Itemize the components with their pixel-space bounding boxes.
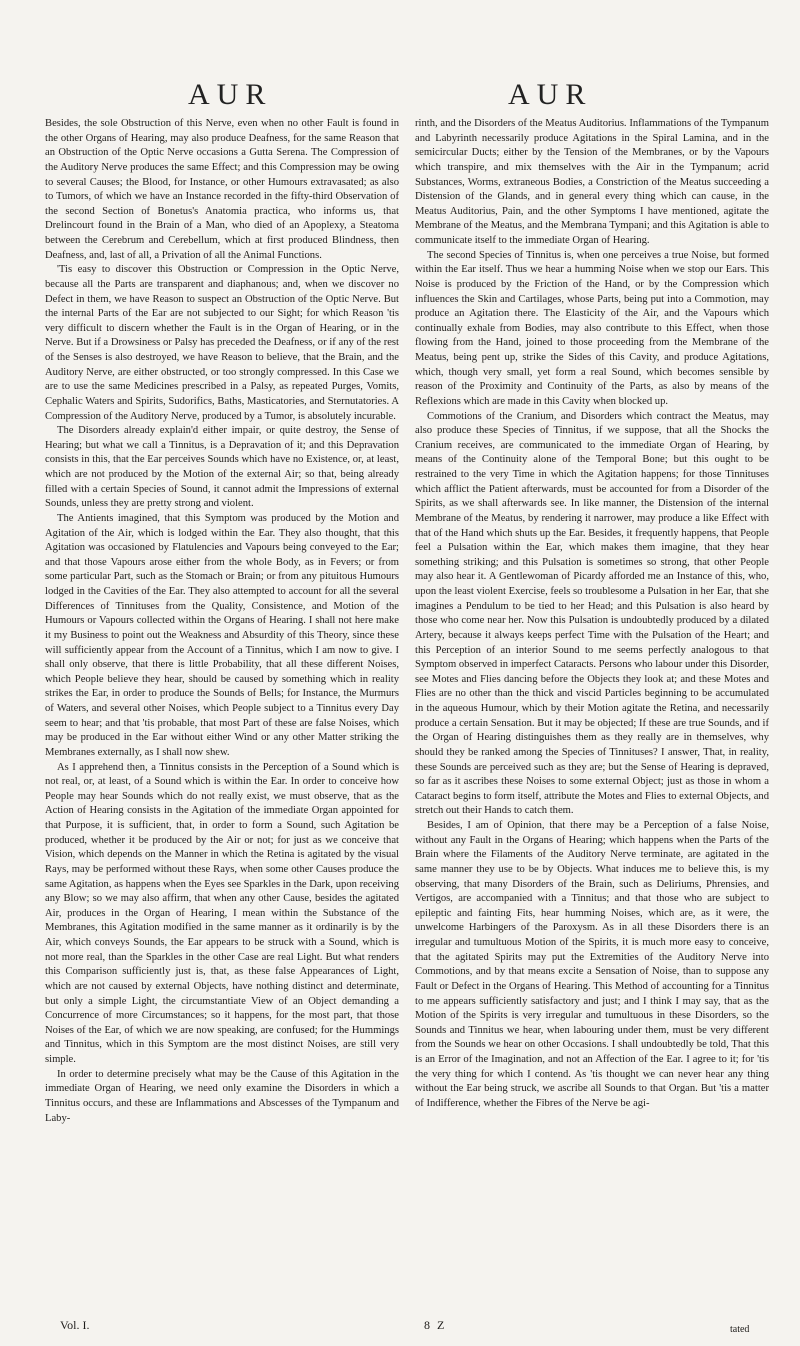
paragraph: The Antients imagined, that this Symptom was produced by the Motion and Agitation of the Air, which is lodged within the Ear. They also thought, that this Agitation was occasioned by Flatulencies and Vapours being conveyed to the Ear; and that those Vapours arose either from the whole Body, as in Fevers; or from some particular Part, such as the Stomach or Brain; or from any pituitous Humours lodged in the Cavities of the Ear. They also attempted to account for all the several Differences of Tinnituses from the Quality, Consistence, and Motion of the Humours or Vapours collected within the Organs of Hearing. I shall not here make it my Business to point out the Weakness and Absurdity of this Theory, since these will sufficiently appear from the Account of a Tinnitus, which I am now to give. I shall only observe, that there is little Probability, that all these different Noises, which People believe they hear, should be caused by something which in reality strikes the Ear, in order to produce the Sounds of Bells; for Instance, the Murmurs of Waters, and several other Noises, which People subject to a Tinnitus every Day seem to hear; and that 'tis probable, that most Part of these are false Noises, which may be produced in the Ear without either Wind or any other Matter striking the Membranes externally, as I shall now shew. <box>45 512 399 758</box>
signature-mark: 8 Z <box>424 1318 447 1332</box>
paragraph: Besides, I am of Opinion, that there may be a Perception of a false Noise, without any Fault in the Organs of Hearing; which happens when the Parts of the Brain where the Filaments of the Auditory Nerve terminate, are agitated in the same manner they use to be by Objects. What induces me to believe this, is my observing, that many Disorders of the Brain, such as Deliriums, Phrensies, and Vertigos, are accompanied with a Tinnitus; and that those who are subject to epileptic and fainting Fits, hear humming Noises, which are, as it were, the unwelcome Harbingers of the Paroxysm. As in all these Disorders there is an irregular and tumultuous Motion of the Spirits, it is much more easy to conceive, that the agitated Spirits may put the Extremities of the Auditory Nerve into Commotions, and by that means excite a Sensation of Noise, than to suppose any Fault or Defect in the Organs of Hearing. This Method of accounting for a Tinnitus to me appears sufficiently satisfactory and just; and I think I may say, that as the Motion of the Spirits is very irregular and tumultuous in these Disorders, so the Sounds and Tinnitus we hear, when labouring under them, must be very different from the Sounds we hear on other Occasions. I shall undoubtedly be told, That this is an Error of the Imagination, and not an Affection of the Ear. I agree to it; for 'tis the very thing for which I contend. As 'tis thought we can never hear any thing without the Ear being struck, we ascribe all Sounds to that Organ. But 'tis a matter of Indifference, whether the Fibres of the Nerve be agi- <box>415 820 769 1109</box>
catchword: tated <box>730 1324 750 1335</box>
paragraph: Commotions of the Cranium, and Disorders which contract the Meatus, may also produce these Species of Tinnitus, if we suppose, that all the Shocks the Cranium receives, are communicated to the immediate Organ of Hearing, by means of the Continuity alone of the Temporal Bone; but this ought to be restrained to the very Time in which the Agitation happens; for those Tinnituses which afflict the Patient afterwards, must be accounted for from a Disorder of the Spirits, as we shall afterwards see. In like manner, the Distension of the internal Membrane of the Meatus, by rendering it narrower, may produce a like Effect with that of the Hand which shuts up the Ear. Besides, it frequently happens, that People feel a Pulsation within the Ear, which makes them imagine, that they hear something striking; and this Pulsation is sometimes so strong, that other People may also hear it. A Gentlewoman of Picardy afforded me an Instance of this, who, upon the least violent Exercise, feels so troublesome a Pulsation in her Ear, that she imagines a Pendulum to be tied to her Head; and this Pulsation is also heard by those who come near her. Now this Pulsation is undoubtedly produced by a dilated Artery, because it always keeps perfect Time with the Pulsation of the Heart; and this Perception of an interior Sound to me seems perfectly analogous to that Symptom observed in imperfect Cataracts. Persons who labour under this Disorder, see Motes and Flies dancing before the Objects they look at; and these Motes and Flies are no other than the thick and viscid Particles beginning to be accumulated in the aqueous Humour, which by their Motion agitate the Retina, and necessarily produce a certain Sensation. But it may be objected; If these are true Sounds, and if the Organ of Hearing distinguishes them as they really are in themselves, why should they be ranked among the Species of Tinnituses? I answer, That, in reality, these Sounds are perceived such as they are; but the Sense of Hearing is depraved, so far as it ascribes these Noises to some external Object; just as those in whom a Cataract begins to form itself, attribute the Motes and Flies to external Objects, and stretch out their Hands to catch them. <box>415 410 769 817</box>
volume-label: Vol. I. <box>60 1318 90 1332</box>
paragraph: 'Tis easy to discover this Obstruction or Compression in the Optic Nerve, because all the Parts are transparent and diaphanous; and, when we discover no Defect in them, we have Reason to suspect an Obstruction of the Optic Nerve. But the internal Parts of the Ear are not subjected to our Sight; for which Reason 'tis very difficult to discern whether the Fault is in the Organ of Hearing, or in the Nerve. But if a Drowsiness or Palsy has preceded the Deafness, or if any of the rest of the Senses is also destroyed, we have Reason to believe, that the Brain, and the Auditory Nerve, are either obstructed, or too strongly compressed. In this Case we are to use the same Medicines prescribed in a Palsy, as repeated Purges, Vomits, Cephalic Waters and Spirits, Sudorifics, Baths, Masticatories, and Sternutatories. A Compression of the Auditory Nerve, produced by a Tumor, is absolutely incurable. <box>45 264 399 422</box>
text-column-right <box>415 117 769 1112</box>
running-headword-left: AUR <box>188 78 273 111</box>
paragraph: As I apprehend then, a Tinnitus consists in the Perception of a Sound which is not real, or, at least, of a Sound which is within the Ear. In order to conceive how People may hear Sounds which do not really exist, we must observe, that as the Action of Hearing consists in the Agitation of the immediate Organ appointed for that Purpose, it is sufficient, that, in order to form a Sound, such Agitation be produced, whether it be produced by the Air or not; for just as we conceive that Vision, which depends on the Manner in which the Retina is agitated by the visual Rays, may be performed without these Rays, when some other Causes produce the same Agitation, as happens when the Eyes see Sparkles in the Dark, upon receiving any Blow; so we may also affirm, that when any other Cause, besides the agitated Air, produces in the Organ of Hearing, I mean within the Substance of the Membranes, this Agitation modified in the same manner as it ordinarily is by the Air, which conveys Sounds, the Ear appears to be struck with a Sound, which is not more real, than the Sparkles in the other Case are real Light. But what renders this Comparison sufficiently just is, that, as these false Appearances of Light, which are not caused by external Objects, have nothing distinct and determinate, but only a simple Light, the circumstantiate View of an Object demanding a Concurrence of more Circumstances; so it happens, for the most part, that those Noises of the Ear, of which we are now speaking, are confused; for the Hummings and Tinnitus, which in this Symptom are the most distinct Noises, are still very simple. <box>45 761 399 1065</box>
paragraph: Besides, the sole Obstruction of this Nerve, even when no other Fault is found in the other Organs of Hearing, may also produce Deafness, for the same Reason that an Obstruction of the Optic Nerve occasions a Gutta Serena. The Compression of the Auditory Nerve produces the same Effect; and this Compression may be owing to several Causes; the Blood, for Instance, or other Humours extravasated; as also to Tumors, of which we have an Instance recorded in the fifty-third Observation of the second Section of Bonetus's Anatomia practica, who informs us, that Drelincourt found in the Brain of a Man, who died of an Apoplexy, a Steatoma between the Cerebrum and Cerebellum, which at first produced Blindness, then Deafness, and, last of all, a Privation of all the Animal Functions. <box>45 118 399 261</box>
paragraph: The Disorders already explain'd either impair, or quite destroy, the Sense of Hearing; but what we call a Tinnitus, is a Depravation of it; and this Depravation consists in this, that the Ear perceives Sounds which have no Existence, or, at least, which are not produced by the Motion of the external Air; so that, being already filled with a certain Species of Sound, it cannot admit the Impressions of external Sounds, unless they are pretty strong and violent. <box>45 425 399 510</box>
paragraph: The second Species of Tinnitus is, when one perceives a true Noise, but formed within the Ear itself. Thus we hear a humming Noise when we stop our Ears. This Noise is produced by the Friction of the Hand, or by the Compression which influences the Skin and Cartilages, whose Parts, being put into a Commotion, may produce an Agitation there. The Elasticity of the Air, and the Vapours which continually exhale from Bodies, may also contribute to this Effect, when those flowing from the Hand, joined to those proceeding from the Membrane of the Meatus, being pent up, strike the Sides of this Cavity, and produce Agitations, which, though very small, yet form a real Sound, which becomes sensible by reason of the Proximity and Continuity of the Parts, as also by means of the Reflexions which are made in this Cavity when blocked up. <box>415 249 769 407</box>
paragraph: In order to determine precisely what may be the Cause of this Agitation in the immediate Organ of Hearing, we need only examine the Disorders in which a Tinnitus occurs, and these are Inflammations and Abscesses of the Tympanum and Laby- <box>45 1068 399 1124</box>
paragraph: rinth, and the Disorders of the Meatus Auditorius. Inflammations of the Tympanum and Labyrinth necessarily produce Agitations in the Spiral Lamina, and in the semicircular Ducts; either by the Tension of the Membranes, or by the Vapours which transpire, and mix themselves with the Air in the Tympanum; acrid Substances, Worms, extraneous Bodies, a Constriction of the Meatus succeeding a Distension of the Glands, and in general every thing which can cause, in the Meatus Auditorius, Pain, and the other Symptoms I have mentioned, agitate the Membrane of the Meatus, and the Membrana Tympani; and this Agitation is able to communicate itself to the immediate Organ of Hearing. <box>415 118 769 246</box>
text-column-left <box>45 117 399 1126</box>
running-headword-right: AUR <box>508 78 593 111</box>
